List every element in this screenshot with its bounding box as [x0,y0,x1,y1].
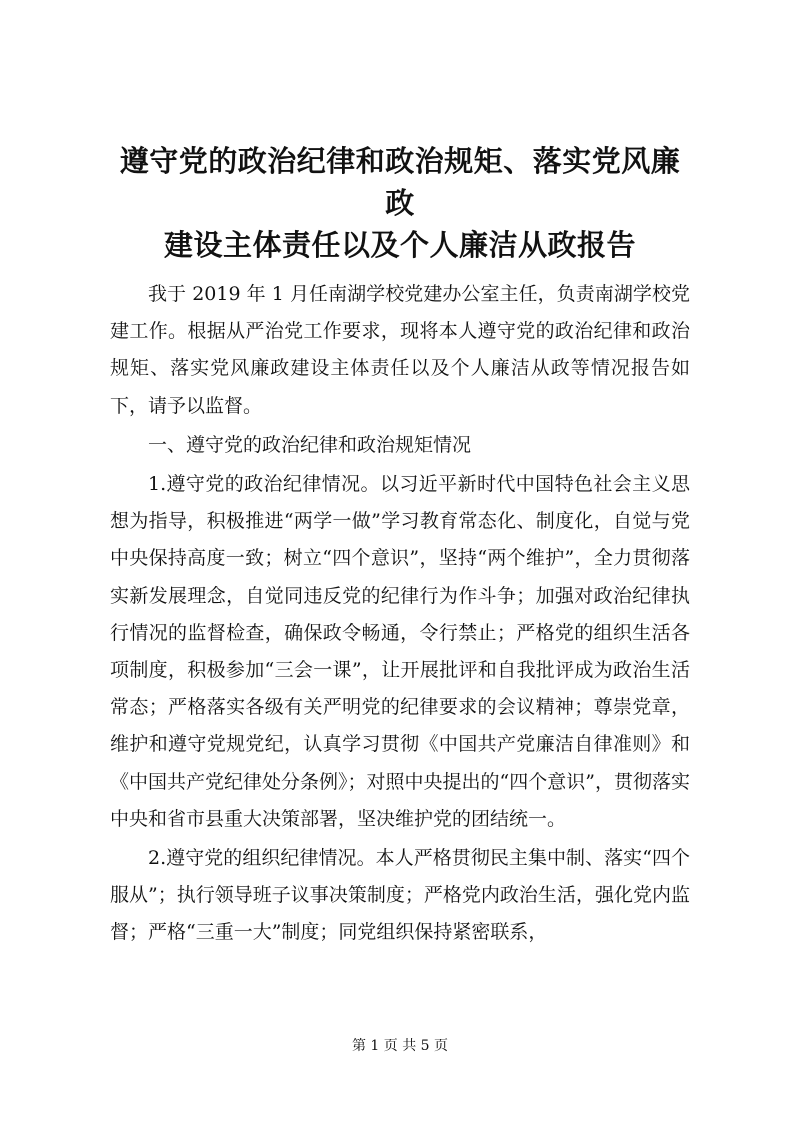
page-number: 第 1 页 共 5 页 [351,1038,449,1054]
paragraph-organizational-discipline: 2.遵守党的组织纪律情况。本人严格贯彻民主集中制、落实“四个服从”；执行领导班子议事决策制度；严格党内政治生活，强化党内监督；严格“三重一大”制度；同党组织保持紧密联系， [110,847,690,944]
document-title [110,140,690,266]
title-line-2: 建设主体责任以及个人廉洁从政报告 [163,228,636,262]
page-footer [0,1036,800,1056]
document-body [110,276,690,952]
paragraph-intro: 我于 2019 年 1 月任南湖学校党建办公室主任，负责南湖学校党建工作。根据从严治党工作要求，现将本人遵守党的政治纪律和政治规矩、落实党风廉政建设主体责任以及个人廉洁从政等情况报告如下，请予以监督。 [110,283,690,417]
title-line-1: 遵守党的政治纪律和政治规矩、落实党风廉政 [119,144,681,220]
section-heading-1: 一、遵守党的政治纪律和政治规矩情况 [148,433,472,456]
paragraph-political-discipline: 1.遵守党的政治纪律情况。以习近平新时代中国特色社会主义思想为指导，积极推进“两学一做”学习教育常态化、制度化，自觉与党中央保持高度一致；树立“四个意识”，坚持“两个维护”，全力贯彻落实新发展理念，自觉同违反党的纪律行为作斗争；加强对政治纪律执行情况的监督检查，确保政令畅通，令行禁止；严格党的组织生活各项制度，积极参加“三会一课”，让开展批评和自我批评成为政治生活常态；严格落实各级有关严明党的纪律要求的会议精神；尊崇党章，维护和遵守党规党纪，认真学习贯彻《中国共产党廉洁自律准则》和《中国共产党纪律处分条例》；对照中央提出的“四个意识”，贯彻落实中央和省市县重大决策部署，坚决维护党的团结统一。 [110,473,690,830]
